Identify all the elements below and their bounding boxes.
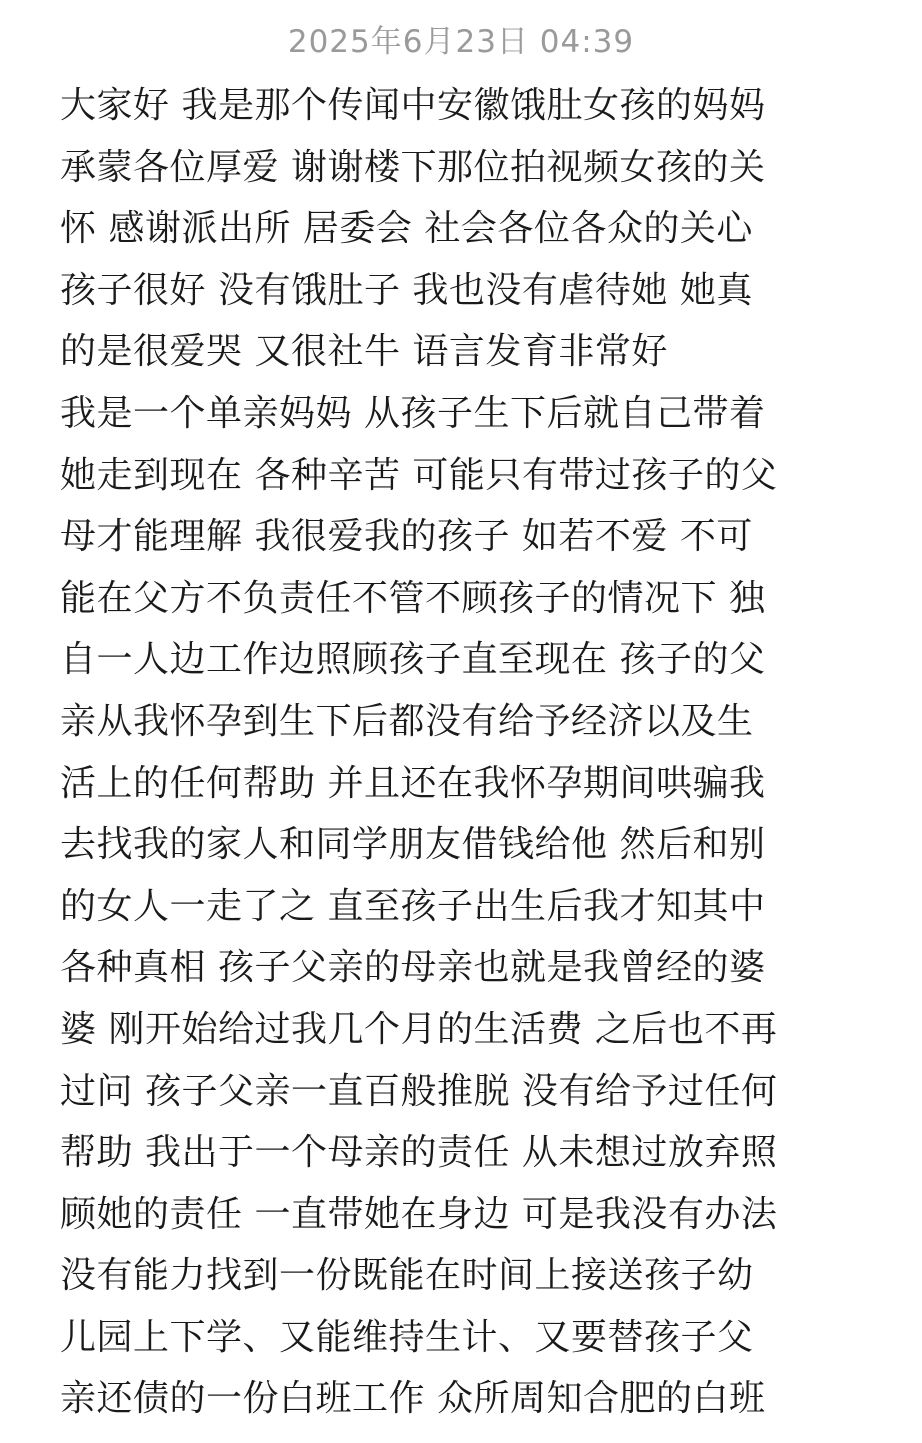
note-line: 大家好 我是那个传闻中安徽饿肚女孩的妈妈 bbox=[60, 85, 766, 126]
note-line: 承蒙各位厚爱 谢谢楼下那位拍视频女孩的关 bbox=[60, 146, 766, 188]
note-line: 她走到现在 各种辛苦 可能只有带过孩子的父 bbox=[60, 454, 778, 496]
note-body bbox=[60, 75, 860, 1430]
note-line: 怀 感谢派出所 居委会 社会各位各众的关心 bbox=[60, 208, 753, 250]
note-line: 孩子很好 没有饿肚子 我也没有虐待她 她真 bbox=[60, 269, 753, 311]
note-line: 婆 刚开始给过我几个月的生活费 之后也不再 bbox=[60, 1008, 778, 1050]
note-line: 亲还债的一份白班工作 众所周知合肥的白班 bbox=[60, 1378, 766, 1420]
note-line: 过问 孩子父亲一直百般推脱 没有给予过任何 bbox=[60, 1070, 778, 1112]
note-line: 儿园上下学、又能维持生计、又要替孩子父 bbox=[60, 1316, 754, 1358]
note-line: 能在父方不负责任不管不顾孩子的情况下 独 bbox=[60, 577, 766, 619]
note-line: 自一人边工作边照顾孩子直至现在 孩子的父 bbox=[60, 639, 766, 681]
note-timestamp: 2025年6月23日 04:39 bbox=[287, 24, 635, 60]
note-line: 帮助 我出于一个母亲的责任 从未想过放弃照 bbox=[60, 1132, 778, 1174]
note-line: 没有能力找到一份既能在时间上接送孩子幼 bbox=[60, 1255, 754, 1297]
note-line: 各种真相 孩子父亲的母亲也就是我曾经的婆 bbox=[60, 947, 766, 989]
note-line: 的女人一走了之 直至孩子出生后我才知其中 bbox=[60, 885, 766, 927]
note-line: 母才能理解 我很爱我的孩子 如若不爱 不可 bbox=[60, 516, 753, 558]
note-line: 去找我的家人和同学朋友借钱给他 然后和别 bbox=[60, 824, 766, 866]
note-line: 的是很爱哭 又很社牛 语言发育非常好 bbox=[60, 331, 668, 373]
note-line: 顾她的责任 一直带她在身边 可是我没有办法 bbox=[60, 1193, 778, 1235]
note-line: 亲从我怀孕到生下后都没有给予经济以及生 bbox=[60, 700, 754, 742]
note-line: 我是一个单亲妈妈 从孩子生下后就自己带着 bbox=[60, 392, 766, 434]
note-line: 活上的任何帮助 并且还在我怀孕期间哄骗我 bbox=[60, 762, 766, 804]
